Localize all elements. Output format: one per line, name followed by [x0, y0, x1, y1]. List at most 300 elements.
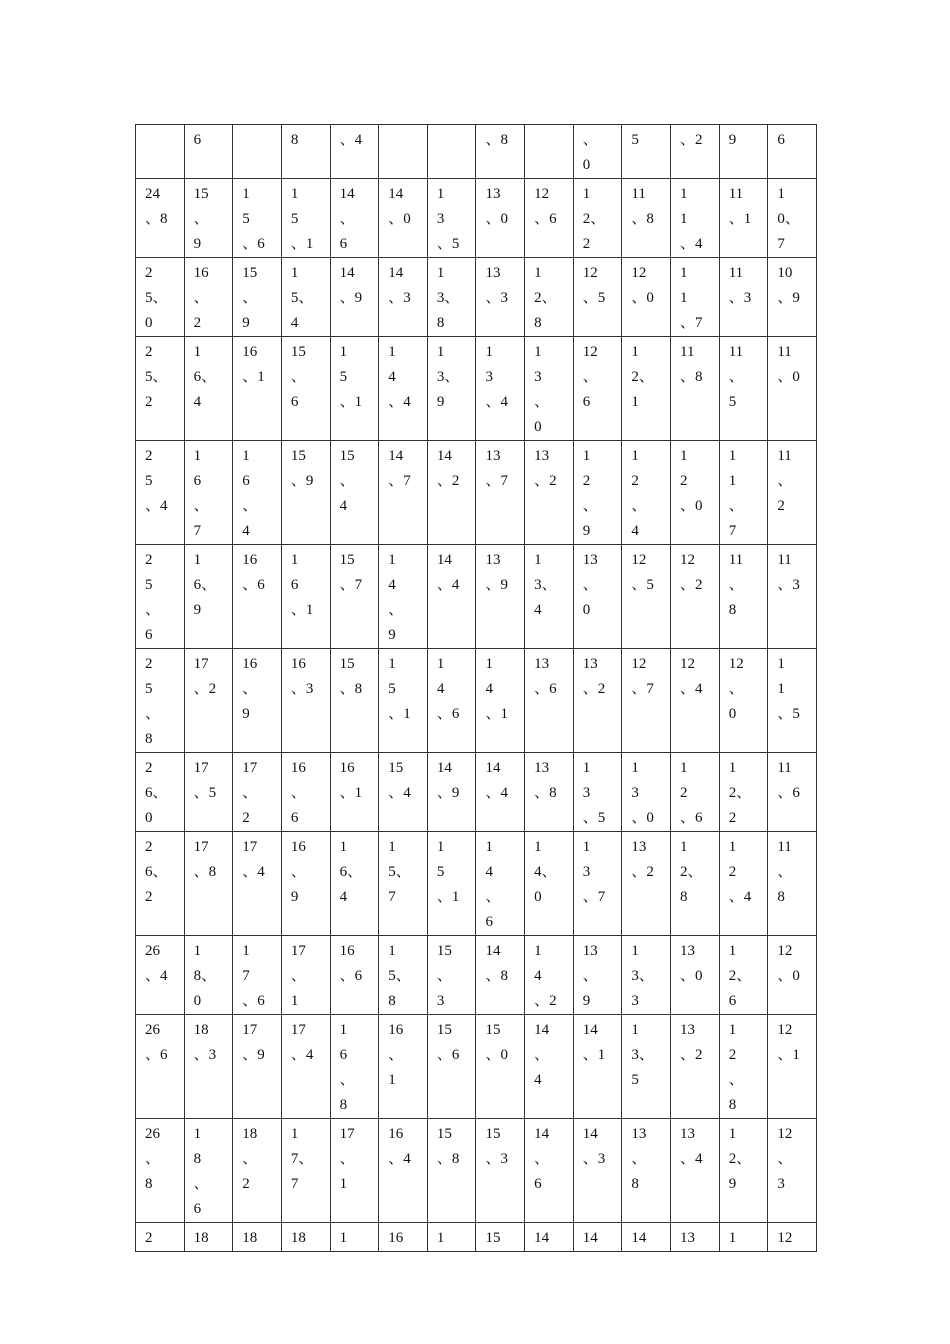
- table-cell: [233, 1015, 282, 1119]
- table-cell: [330, 936, 379, 1015]
- cell-value: 1 2、 8: [534, 265, 557, 331]
- cell-value: 12 、1: [777, 1022, 800, 1063]
- cell-value: 11 、 2: [777, 448, 793, 514]
- table-cell: [379, 337, 428, 441]
- cell-value: 5: [631, 132, 639, 148]
- table-cell: [136, 936, 185, 1015]
- cell-value: 13 、 8: [631, 1126, 647, 1192]
- cell-value: 24 、8: [145, 186, 168, 227]
- cell-value: 2 6、 0: [145, 760, 168, 826]
- table-row: [136, 649, 817, 753]
- table-cell: [719, 753, 768, 832]
- cell-value: 15 、 9: [242, 265, 258, 331]
- table-cell: [525, 441, 574, 545]
- table-cell: [768, 1015, 817, 1119]
- cell-value: 1 5 、1: [339, 344, 363, 410]
- cell-value: 13 、2: [631, 839, 654, 880]
- cell-value: 14 、9: [436, 760, 460, 801]
- table-cell: [573, 753, 622, 832]
- table-cell: [136, 441, 185, 545]
- table-cell: [573, 649, 622, 753]
- table-cell: [330, 1223, 379, 1252]
- cell-value: 1 3、 8: [436, 265, 460, 331]
- table-cell: [671, 753, 720, 832]
- table-cell: [768, 179, 817, 258]
- table-cell: [233, 258, 282, 337]
- cell-value: 17 、 2: [242, 760, 258, 826]
- table-cell: [768, 936, 817, 1015]
- table-cell: [525, 936, 574, 1015]
- table-cell: [671, 649, 720, 753]
- table-cell: [379, 649, 428, 753]
- table-cell: [281, 753, 330, 832]
- table-cell: [427, 258, 476, 337]
- table-cell: [330, 832, 379, 936]
- table-cell: [719, 1015, 768, 1119]
- table-row: [136, 179, 817, 258]
- cell-value: 1 8 、 6: [193, 1126, 209, 1217]
- table-cell: [719, 179, 768, 258]
- cell-value: 11 、3: [728, 265, 752, 306]
- table-row: [136, 545, 817, 649]
- table-cell: [476, 936, 525, 1015]
- cell-value: 18: [242, 1230, 258, 1246]
- table-cell: [184, 649, 233, 753]
- table-cell: [379, 125, 428, 179]
- cell-value: 12 、7: [631, 656, 654, 697]
- table-cell: [379, 1119, 428, 1223]
- table-cell: [427, 337, 476, 441]
- cell-value: 1 5、 4: [290, 265, 314, 331]
- cell-value: 11 、 5: [728, 344, 744, 410]
- table-cell: [281, 1223, 330, 1252]
- cell-value: 26 、 8: [145, 1126, 161, 1192]
- table-cell: [136, 832, 185, 936]
- cell-value: 1: [728, 1230, 737, 1246]
- cell-value: 1 2、 6: [728, 943, 752, 1009]
- table-cell: [719, 258, 768, 337]
- table-cell: [671, 832, 720, 936]
- cell-value: 9: [728, 132, 737, 148]
- cell-value: 1 3 、4: [485, 344, 508, 410]
- table-cell: [768, 1223, 817, 1252]
- cell-value: 17 、4: [290, 1022, 314, 1063]
- table-cell: [525, 832, 574, 936]
- table-cell: [330, 1119, 379, 1223]
- cell-value: 12: [777, 1230, 793, 1246]
- table-cell: [671, 1119, 720, 1223]
- cell-value: 1 4 、 6: [485, 839, 501, 930]
- cell-value: 17 、8: [193, 839, 217, 880]
- cell-value: 14 、4: [436, 552, 460, 593]
- table-cell: [136, 337, 185, 441]
- cell-value: 1 5 、1: [290, 186, 314, 252]
- cell-value: 16 、6: [242, 552, 265, 593]
- cell-value: 11 、3: [777, 552, 800, 593]
- cell-value: 13 、4: [680, 1126, 703, 1167]
- cell-value: 1 7 、6: [242, 943, 265, 1009]
- cell-value: 17 、 1: [290, 943, 306, 1009]
- table-cell: [525, 337, 574, 441]
- table-cell: [136, 753, 185, 832]
- cell-value: 13 、6: [534, 656, 557, 697]
- cell-value: 2 5 、 8: [145, 656, 161, 747]
- table-row: [136, 1119, 817, 1223]
- table-row: [136, 441, 817, 545]
- cell-value: 12 、5: [582, 265, 606, 306]
- cell-value: 1 2 、 8: [728, 1022, 744, 1113]
- table-cell: [671, 1015, 720, 1119]
- cell-value: 13 、 9: [582, 943, 598, 1009]
- cell-value: 15 、 4: [339, 448, 355, 514]
- table-cell: [233, 337, 282, 441]
- cell-value: 1 4 、2: [534, 943, 557, 1009]
- cell-value: 15 、9: [290, 448, 314, 489]
- cell-value: 1 3 、 0: [534, 344, 550, 435]
- cell-value: 14 、 6: [534, 1126, 550, 1192]
- cell-value: 16 、 9: [242, 656, 258, 722]
- cell-value: 13 、7: [485, 448, 508, 489]
- table-cell: [671, 545, 720, 649]
- table-cell: [573, 1015, 622, 1119]
- cell-value: 1 6 、 4: [242, 448, 258, 539]
- cell-value: 1 1 、4: [680, 186, 703, 252]
- cell-value: 15 、8: [436, 1126, 460, 1167]
- cell-value: 1 1 、 7: [728, 448, 744, 539]
- table-cell: [330, 179, 379, 258]
- table-cell: [573, 545, 622, 649]
- cell-value: 1 6、 9: [193, 552, 217, 618]
- table-cell: [330, 649, 379, 753]
- table-cell: [573, 258, 622, 337]
- table-row: [136, 337, 817, 441]
- cell-value: 12 、 3: [777, 1126, 793, 1192]
- cell-value: 6: [777, 132, 785, 148]
- table-cell: [379, 258, 428, 337]
- table-cell: [427, 125, 476, 179]
- cell-value: 1 6、 4: [193, 344, 217, 410]
- table-cell: [622, 545, 671, 649]
- table-cell: [622, 337, 671, 441]
- cell-value: 15 、6: [436, 1022, 460, 1063]
- cell-value: 1 3 、5: [582, 760, 606, 826]
- cell-value: 14: [534, 1230, 550, 1246]
- cell-value: 8: [290, 132, 299, 148]
- table-cell: [233, 1119, 282, 1223]
- cell-value: 10 、9: [777, 265, 800, 306]
- table-cell: [233, 832, 282, 936]
- cell-value: 12 、5: [631, 552, 654, 593]
- cell-value: 1 1 、7: [680, 265, 703, 331]
- cell-value: 1 4 、6: [436, 656, 460, 722]
- table-cell: [184, 337, 233, 441]
- cell-value: 13 、 0: [582, 552, 598, 618]
- cell-value: 15 、 6: [290, 344, 306, 410]
- cell-value: 1 1 、5: [777, 656, 800, 722]
- table-cell: [476, 545, 525, 649]
- table-cell: [525, 1119, 574, 1223]
- table-cell: [622, 832, 671, 936]
- table-cell: [768, 337, 817, 441]
- table-cell: [671, 337, 720, 441]
- cell-value: 2 5、 2: [145, 344, 168, 410]
- table-cell: [622, 1223, 671, 1252]
- cell-value: 1 6 、 7: [193, 448, 209, 539]
- table-cell: [768, 441, 817, 545]
- cell-value: 18: [193, 1230, 209, 1246]
- cell-value: 16 、 2: [193, 265, 209, 331]
- table-cell: [184, 179, 233, 258]
- cell-value: 1 2、 8: [680, 839, 703, 905]
- table-cell: [379, 753, 428, 832]
- table-cell: [573, 337, 622, 441]
- table-cell: [476, 125, 525, 179]
- cell-value: 11 、0: [777, 344, 800, 385]
- table-cell: [622, 649, 671, 753]
- table-cell: [233, 125, 282, 179]
- table-cell: [233, 545, 282, 649]
- table-cell: [184, 936, 233, 1015]
- cell-value: 12 、 0: [728, 656, 744, 722]
- table-cell: [671, 441, 720, 545]
- cell-value: 1 2、 9: [728, 1126, 752, 1192]
- table-cell: [330, 1015, 379, 1119]
- table-cell: [281, 649, 330, 753]
- cell-value: 1: [436, 1230, 445, 1246]
- table-cell: [768, 832, 817, 936]
- cell-value: 12 、0: [631, 265, 654, 306]
- table-cell: [573, 1223, 622, 1252]
- cell-value: 14 、3: [388, 265, 411, 306]
- cell-value: 17 、4: [242, 839, 265, 880]
- cell-value: 13 、9: [485, 552, 508, 593]
- cell-value: 、8: [485, 132, 508, 148]
- cell-value: 2 5 、4: [145, 448, 168, 514]
- cell-value: 1 2 、 9: [582, 448, 598, 539]
- cell-value: 1 3、 4: [534, 552, 557, 618]
- cell-value: 1 2 、0: [680, 448, 703, 514]
- cell-value: 12 、6: [534, 186, 557, 227]
- cell-value: 13 、3: [485, 265, 508, 306]
- cell-value: 15 、0: [485, 1022, 508, 1063]
- table-cell: [184, 1223, 233, 1252]
- table-cell: [330, 125, 379, 179]
- cell-value: 、 0: [582, 132, 598, 173]
- table-cell: [330, 753, 379, 832]
- table-cell: [622, 936, 671, 1015]
- cell-value: 11 、8: [680, 344, 703, 385]
- cell-value: 13 、2: [534, 448, 557, 489]
- table-row: [136, 258, 817, 337]
- cell-value: 15 、7: [339, 552, 363, 593]
- cell-value: 16 、4: [388, 1126, 411, 1167]
- table-cell: [525, 258, 574, 337]
- table-cell: [184, 753, 233, 832]
- cell-value: 16 、 1: [388, 1022, 404, 1088]
- cell-value: 14 、3: [582, 1126, 606, 1167]
- table-cell: [281, 1119, 330, 1223]
- cell-value: 16 、 9: [290, 839, 306, 905]
- table-cell: [525, 753, 574, 832]
- cell-value: 16 、 6: [290, 760, 306, 826]
- table-cell: [525, 649, 574, 753]
- cell-value: 14: [631, 1230, 647, 1246]
- cell-value: 1 3、 5: [631, 1022, 654, 1088]
- cell-value: 26 、4: [145, 943, 168, 984]
- table-cell: [573, 441, 622, 545]
- cell-value: 17 、2: [193, 656, 217, 697]
- table-row: [136, 1223, 817, 1252]
- cell-value: 1 3 、5: [436, 186, 460, 252]
- cell-value: 12 、0: [777, 943, 800, 984]
- data-table: [135, 124, 817, 1252]
- table-cell: [719, 441, 768, 545]
- table-cell: [622, 441, 671, 545]
- cell-value: 15 、 3: [436, 943, 452, 1009]
- cell-value: 1 0、 7: [777, 186, 800, 252]
- cell-value: 17 、9: [242, 1022, 265, 1063]
- cell-value: 1 2、 2: [582, 186, 606, 252]
- cell-value: 1 4 、4: [388, 344, 411, 410]
- table-body: [136, 125, 817, 1252]
- cell-value: 16: [388, 1230, 404, 1246]
- table-cell: [476, 258, 525, 337]
- cell-value: 1 7、 7: [290, 1126, 314, 1192]
- table-cell: [671, 258, 720, 337]
- table-cell: [233, 753, 282, 832]
- table-cell: [281, 545, 330, 649]
- table-cell: [525, 1223, 574, 1252]
- table-cell: [671, 1223, 720, 1252]
- table-row: [136, 832, 817, 936]
- table-cell: [233, 649, 282, 753]
- cell-value: 17 、5: [193, 760, 217, 801]
- table-cell: [525, 125, 574, 179]
- table-cell: [719, 125, 768, 179]
- cell-value: 15 、8: [339, 656, 363, 697]
- cell-value: 6: [193, 132, 202, 148]
- table-cell: [476, 649, 525, 753]
- cell-value: 1 6 、 8: [339, 1022, 355, 1113]
- cell-value: 1 3、 3: [631, 943, 654, 1009]
- cell-value: 2 6、 2: [145, 839, 168, 905]
- table-cell: [281, 258, 330, 337]
- table-cell: [476, 753, 525, 832]
- table-cell: [281, 936, 330, 1015]
- cell-value: 11 、 8: [777, 839, 793, 905]
- table-cell: [671, 179, 720, 258]
- table-cell: [379, 441, 428, 545]
- cell-value: 14 、 6: [339, 186, 355, 252]
- table-cell: [573, 125, 622, 179]
- cell-value: 18 、 2: [242, 1126, 258, 1192]
- cell-value: 14 、1: [582, 1022, 606, 1063]
- table-cell: [233, 936, 282, 1015]
- cell-value: 1 5 、6: [242, 186, 265, 252]
- cell-value: 14 、4: [485, 760, 508, 801]
- cell-value: 、4: [339, 132, 363, 148]
- table-cell: [233, 179, 282, 258]
- table-cell: [379, 832, 428, 936]
- cell-value: 1 3 、7: [582, 839, 606, 905]
- table-cell: [330, 545, 379, 649]
- table-cell: [525, 1015, 574, 1119]
- cell-value: 1 3、 9: [436, 344, 460, 410]
- table-cell: [136, 125, 185, 179]
- table-cell: [768, 125, 817, 179]
- table-row: [136, 1015, 817, 1119]
- table-cell: [768, 649, 817, 753]
- cell-value: 15: [485, 1230, 501, 1246]
- table-cell: [768, 753, 817, 832]
- table-cell: [622, 753, 671, 832]
- cell-value: 14 、2: [436, 448, 460, 489]
- table-cell: [427, 753, 476, 832]
- table-cell: [184, 1015, 233, 1119]
- table-cell: [427, 441, 476, 545]
- table-cell: [330, 441, 379, 545]
- table-cell: [427, 545, 476, 649]
- table-cell: [281, 179, 330, 258]
- table-cell: [573, 179, 622, 258]
- table-cell: [281, 337, 330, 441]
- table-cell: [281, 832, 330, 936]
- cell-value: 1 2、 2: [728, 760, 752, 826]
- cell-value: 14 、7: [388, 448, 411, 489]
- cell-value: 2 5、 0: [145, 265, 168, 331]
- cell-value: 12 、4: [680, 656, 703, 697]
- table-cell: [281, 1015, 330, 1119]
- cell-value: 11 、6: [777, 760, 800, 801]
- table-cell: [719, 1223, 768, 1252]
- table-cell: [671, 125, 720, 179]
- cell-value: 11 、 8: [728, 552, 744, 618]
- table-cell: [379, 1015, 428, 1119]
- cell-value: 15 、 9: [193, 186, 209, 252]
- table-row: [136, 125, 817, 179]
- table-cell: [427, 832, 476, 936]
- cell-value: 13 、2: [680, 1022, 703, 1063]
- cell-value: 2 5 、 6: [145, 552, 161, 643]
- table-cell: [573, 936, 622, 1015]
- cell-value: 13 、0: [485, 186, 508, 227]
- cell-value: 13 、2: [582, 656, 606, 697]
- table-cell: [330, 258, 379, 337]
- cell-value: 1 4 、 9: [388, 552, 404, 643]
- table-cell: [768, 258, 817, 337]
- cell-value: 1 2 、6: [680, 760, 703, 826]
- cell-value: 1 2 、4: [728, 839, 752, 905]
- table-cell: [719, 936, 768, 1015]
- table-cell: [379, 179, 428, 258]
- cell-value: 11 、1: [728, 186, 752, 227]
- cell-value: 13 、0: [680, 943, 703, 984]
- table-cell: [525, 545, 574, 649]
- table-row: [136, 753, 817, 832]
- table-cell: [136, 179, 185, 258]
- table-cell: [184, 441, 233, 545]
- table-cell: [719, 1119, 768, 1223]
- table-cell: [136, 258, 185, 337]
- table-cell: [768, 1119, 817, 1223]
- table-cell: [671, 936, 720, 1015]
- cell-value: 12 、 6: [582, 344, 598, 410]
- table-cell: [379, 1223, 428, 1252]
- table-cell: [622, 125, 671, 179]
- table-cell: [622, 258, 671, 337]
- cell-value: 26 、6: [145, 1022, 168, 1063]
- cell-value: 1 2 、 4: [631, 448, 647, 539]
